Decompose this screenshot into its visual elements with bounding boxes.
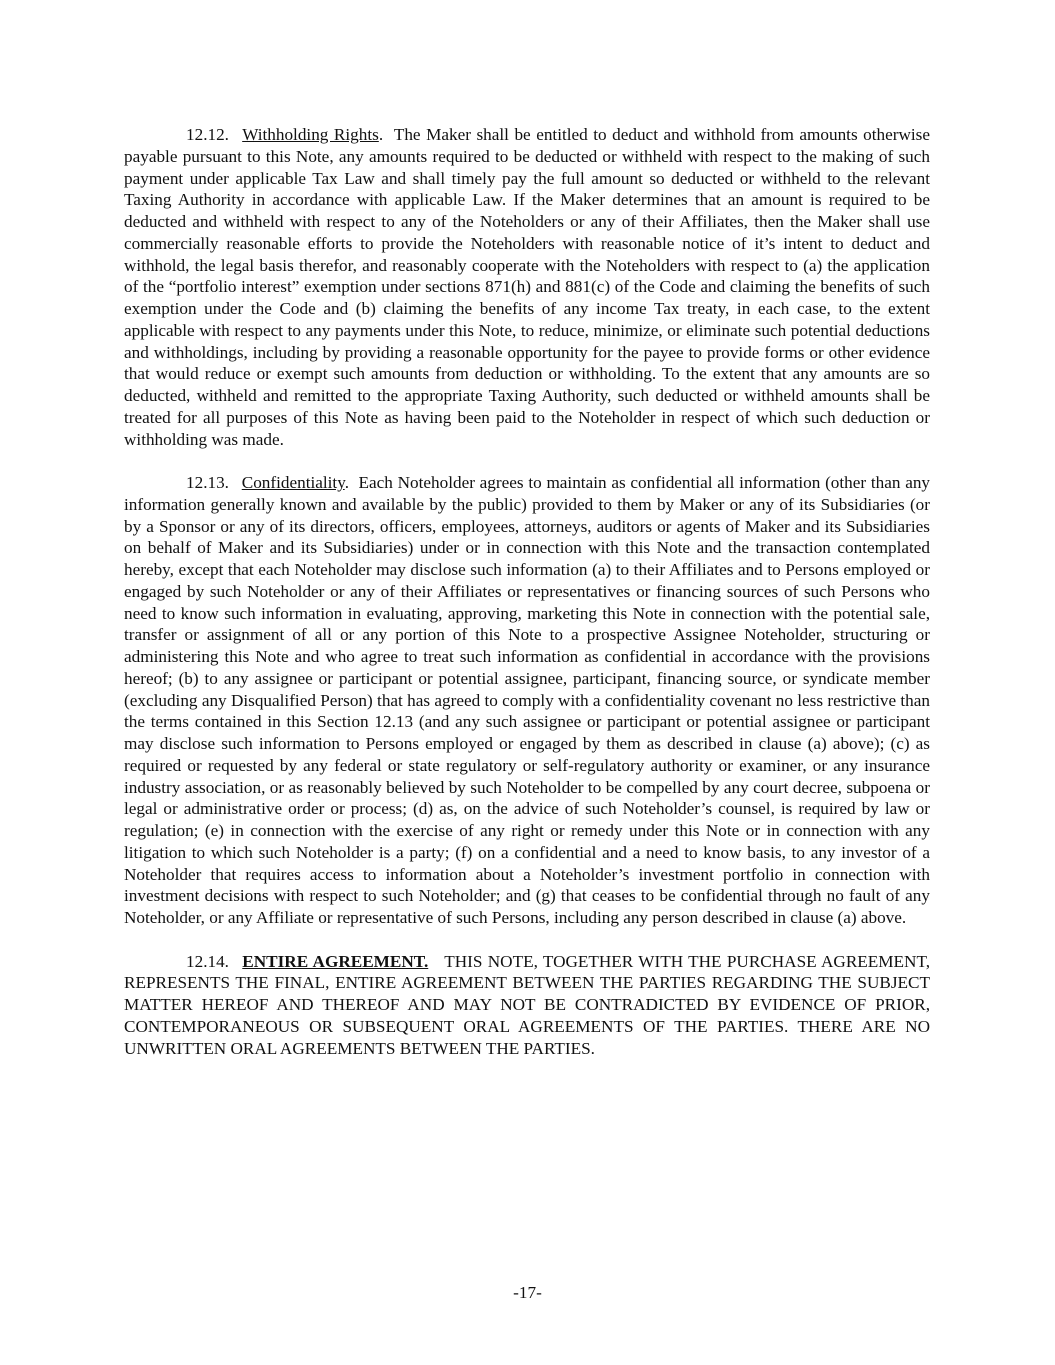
section-body: The Maker shall be entitled to deduct and withhold from amounts otherwise payable pursuant to this Note, any amounts required to be deducted or withheld with respect to the making of such payment under applicable Tax Law and shall timely pay the full amount so deducted or withheld to the relevant Taxing Authority in accordance with applicable Law. If the Maker determines that an amount is required to be deducted and withheld with respect to any of the Noteholders or any of their Affiliates, then the Maker shall use commercially reasonable efforts to provide the Noteholders with reasonable notice of it’s intent to deduct and withhold, the legal basis therefor, and reasonably cooperate with the Noteholders with respect to (a) the application of the “portfolio interest” exemption under sections 871(h) and 881(c) of the Code and claiming the benefits of such exemption under the Code and (b) claiming the benefits of any income Tax treaty, in each case, to the extent applicable with respect to any payments under this Note, to reduce, minimize, or eliminate such potential deductions and withholdings, including by providing a reasonable opportunity for the payee to provide forms or other evidence that would reduce or exempt such amounts from deduction or withholding. To the extent that any amounts are so deducted, withheld and remitted to the appropriate Taxing Authority, such deducted or withheld amounts shall be treated for all purposes of this Note as having been paid to the Noteholder in respect of which such deduction or withholding was made. bbox=[124, 125, 930, 449]
section-number: 12.12. bbox=[186, 125, 229, 144]
section-body: Each Noteholder agrees to maintain as confidential all information (other than any information generally known and available by the public) provided to them by Maker or any of its Subsidiaries (or by a Sponsor or any of its directors, officers, employees, attorneys, auditors or agents of Maker and its Subsidiaries on behalf of Maker and its Subsidiaries) under or in connection with this Note and the transaction contemplated hereby, except that each Noteholder may disclose such information (a) to their Affiliates and to Persons employed or engaged by such Noteholder or any of their Affiliates or representatives or financing sources of such Persons who need to know such information in evaluating, approving, marketing this Note in connection with the potential sale, transfer or assignment of all or any portion of this Note to a prospective Assignee Noteholder, structuring or administering this Note and who agree to treat such information as confidential in accordance with the provisions hereof; (b) to any assignee or participant or potential assignee, participant, financing source, or syndicate member (excluding any Disqualified Person) that has agreed to comply with a confidentiality covenant no less restrictive than the terms contained in this Section 12.13 (and any such assignee or participant or potential assignee or participant may disclose such information to Persons employed or engaged by them as described in clause (a) above); (c) as required or requested by any federal or state regulatory or self-regulatory authority or examiner, or any insurance industry association, or as reasonably believed by such Noteholder to be compelled by any court decree, subpoena or legal or administrative order or process; (d) as, on the advice of such Noteholder’s counsel, is required by law or regulation; (e) in connection with the exercise of any right or remedy under this Note or in connection with any litigation to which such Noteholder is a party; (f) on a confidential and a need to know basis, to any investor of a Noteholder that requires access to information about a Noteholder’s investment portfolio in connection with investment decisions with respect to such Noteholder; and (g) that ceases to be confidential through no fault of any Noteholder, or any Affiliate or representative of such Persons, including any person described in clause (a) above. bbox=[124, 473, 931, 927]
section-12-13 bbox=[124, 472, 930, 929]
section-number: 12.13. bbox=[186, 473, 229, 492]
section-12-14 bbox=[124, 951, 930, 1060]
section-12-12 bbox=[124, 124, 930, 450]
section-body: THIS NOTE, TOGETHER WITH THE PURCHASE AGREEMENT, REPRESENTS THE FINAL, ENTIRE AGREEMENT BETWEEN THE PARTIES REGARDING THE SUBJECT MATTER HEREOF AND THEREOF AND MAY NOT BE CONTRADICTED BY EVIDENCE OF PRIOR, CONTEMPORANEOUS OR SUBSEQUENT ORAL AGREEMENTS OF THE PARTIES. THERE ARE NO UNWRITTEN ORAL AGREEMENTS BETWEEN THE PARTIES. bbox=[124, 951, 930, 1058]
document-body bbox=[124, 124, 930, 1059]
section-heading: Confidentiality bbox=[241, 473, 345, 492]
section-number: 12.14. bbox=[186, 951, 229, 971]
section-heading-punct: . bbox=[344, 473, 349, 492]
page-number: -17- bbox=[513, 1283, 542, 1302]
section-heading-punct: . bbox=[378, 125, 384, 144]
section-heading: ENTIRE AGREEMENT. bbox=[242, 951, 429, 971]
section-heading: Withholding Rights bbox=[242, 125, 379, 144]
